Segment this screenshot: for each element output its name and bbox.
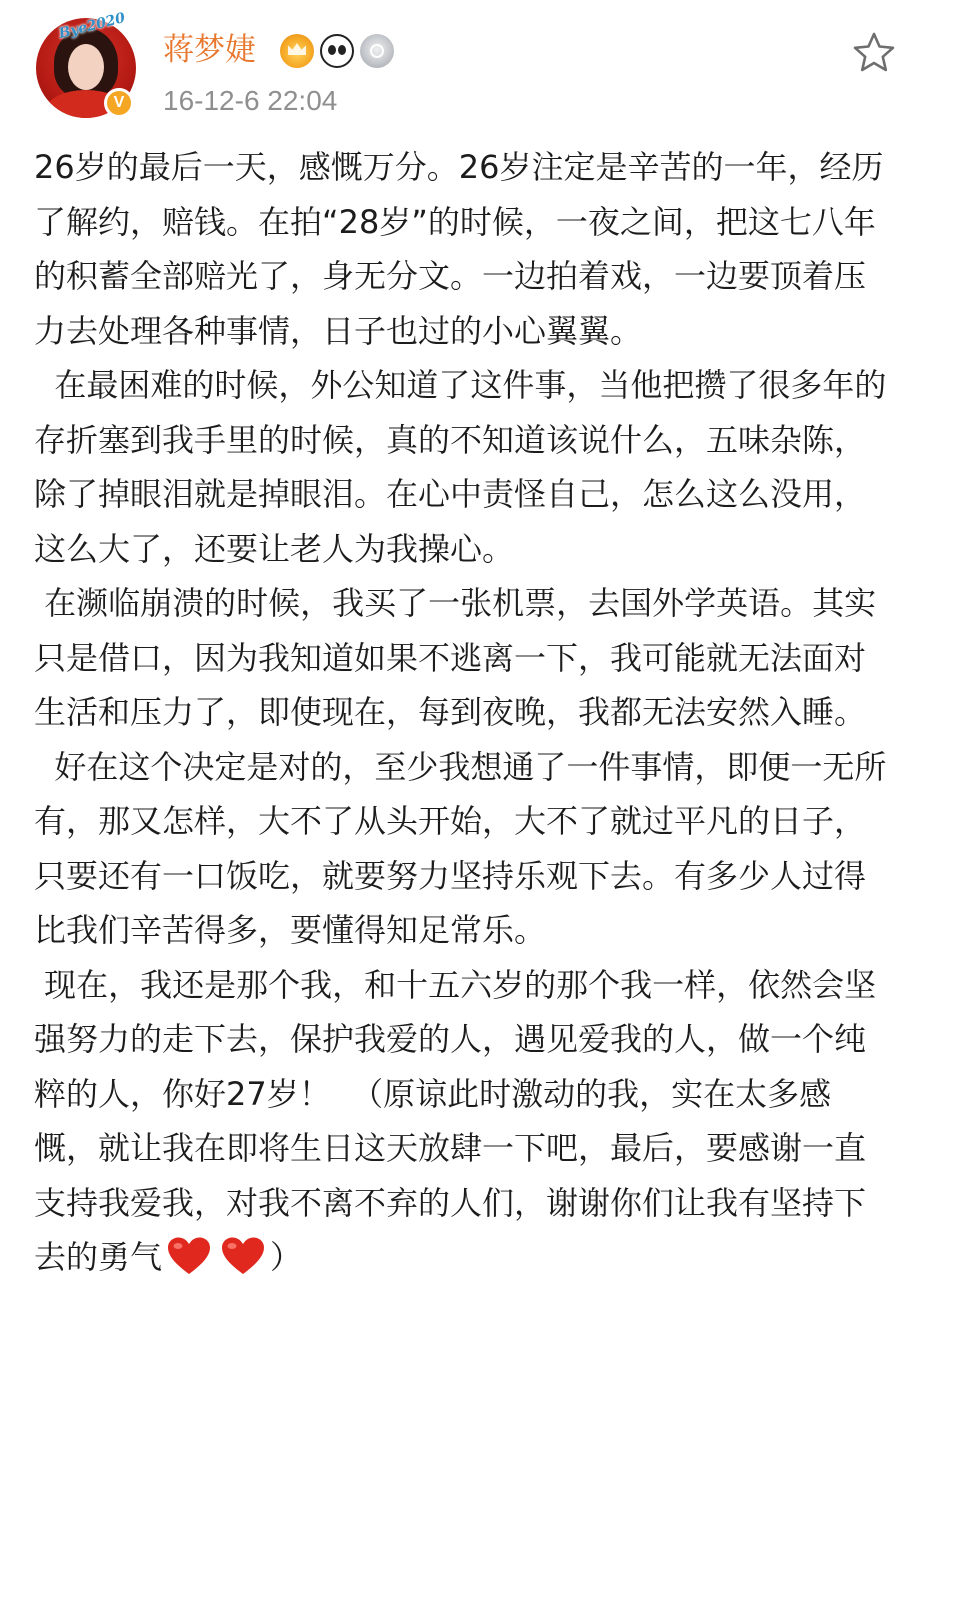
heart-emoji-icon bbox=[220, 1236, 266, 1276]
post-header bbox=[0, 0, 960, 140]
closing-paren: ） bbox=[270, 1238, 303, 1276]
post-paragraph-1: 26岁的最后一天，感慨万分。26岁注定是辛苦的一年，经历了解约，赔钱。在拍“28岁”的时候，一夜之间，把这七八年的积蓄全部赔光了，身无分文。一边拍着戏，一边要顶着压力去处理各种事情，日子也过的小心翼翼。 bbox=[34, 148, 884, 350]
author-name[interactable]: 蒋梦婕 bbox=[163, 32, 256, 68]
crown-badge-icon[interactable] bbox=[280, 34, 314, 68]
post-paragraph-5-text: 现在，我还是那个我，和十五六岁的那个我一样，依然会坚强努力的走下去，保护我爱的人，遇见爱我的人，做一个纯粹的人，你好27岁！ （原谅此时激动的我，实在太多感慨，就让我在即将生日这天放肆一下吧，最后，要感谢一直支持我爱我，对我不离不弃的人们，谢谢你们让我有坚持下去的勇气 bbox=[34, 965, 877, 1276]
post-paragraph-2: 在最困难的时候，外公知道了这件事，当他把攒了很多年的存折塞到我手里的时候，真的不知道该说什么，五味杂陈，除了掉眼泪就是掉眼泪。在心中责怪自己，怎么这么没用，这么大了，还要让老人为我操心。 bbox=[34, 366, 887, 568]
heart-emoji-icon bbox=[166, 1236, 212, 1276]
post-paragraph-5 bbox=[34, 958, 894, 1285]
favorite-button[interactable] bbox=[852, 30, 896, 74]
post-timestamp: 16-12-6 22:04 bbox=[163, 85, 338, 116]
author-avatar-container[interactable] bbox=[36, 10, 136, 118]
post-body bbox=[34, 140, 894, 1285]
post-paragraph-4: 好在这个决定是对的，至少我想通了一件事情，即便一无所有，那又怎样，大不了从头开始，大不了就过平凡的日子，只要还有一口饭吃，就要努力坚持乐观下去。有多少人过得比我们辛苦得多，要懂得知足常乐。 bbox=[34, 747, 887, 949]
verified-badge-icon: V bbox=[104, 88, 134, 118]
star-outline-icon bbox=[852, 30, 896, 74]
avatar-decoration-text: Bye2020 bbox=[57, 10, 127, 42]
medal-badge-icon[interactable] bbox=[360, 34, 394, 68]
post-paragraph-3: 在濒临崩溃的时候，我买了一张机票，去国外学英语。其实只是借口，因为我知道如果不逃离一下，我可能就无法面对生活和压力了，即使现在，每到夜晚，我都无法安然入睡。 bbox=[34, 584, 877, 731]
avatar-face bbox=[68, 44, 104, 90]
panda-badge-icon[interactable] bbox=[320, 34, 354, 68]
